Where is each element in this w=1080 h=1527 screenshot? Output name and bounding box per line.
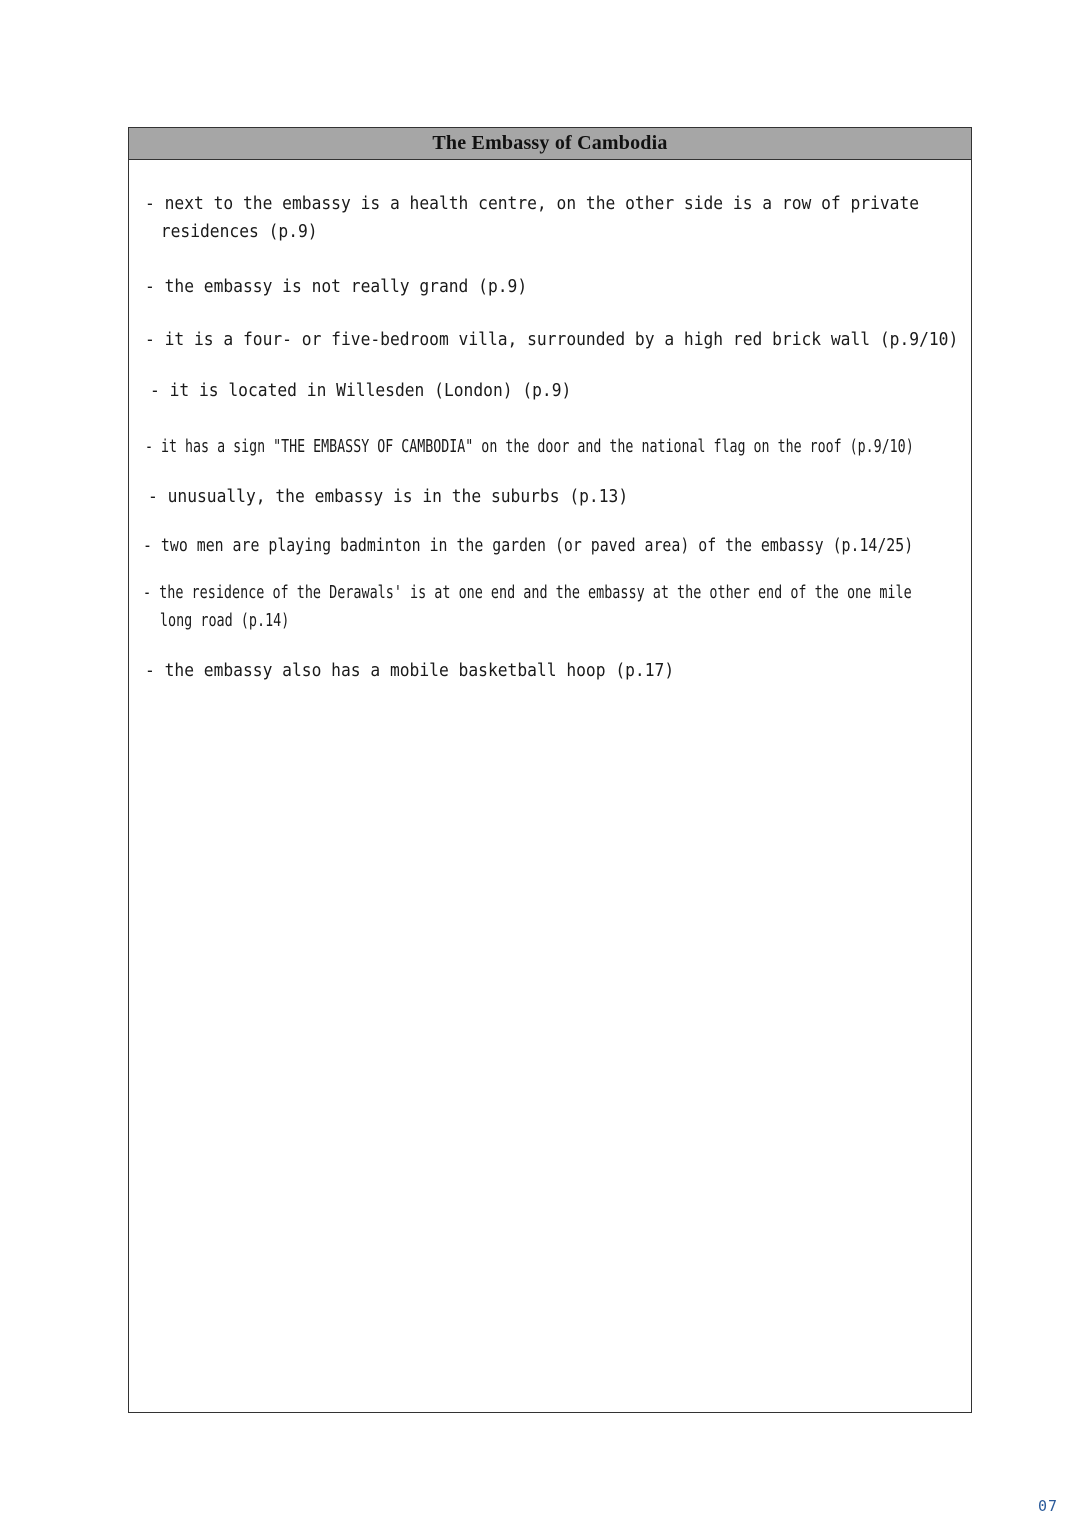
note-line-continued: residences (p.9) [160,222,318,242]
box-title: The Embassy of Cambodia [432,132,668,154]
note-line: - it is a four- or five-bedroom villa, surrounded by a high red brick wall (p.9/10) [145,330,959,350]
note-line: - the embassy also has a mobile basketball hoop (p.17) [145,661,675,681]
page-number: 07 [1037,1497,1058,1515]
note-item [145,657,674,685]
note-line: - it has a sign "THE EMBASSY OF CAMBODIA" on the door and the national flag on the roof (p.9/10) [145,437,914,457]
note-item [143,579,912,635]
note-line: - next to the embassy is a health centre, on the other side is a row of private [145,194,920,214]
note-item [145,326,958,354]
note-line: - two men are playing badminton in the garden (or paved area) of the embassy (p.14/25) [143,536,914,556]
note-line: - unusually, the embassy is in the suburbs (p.13) [148,487,629,507]
note-line: - the residence of the Derawals' is at one end and the embassy at the other end of the one mile [143,583,912,603]
note-item [145,190,919,246]
note-item [145,433,914,461]
note-item [143,532,913,560]
note-line-continued: long road (p.14) [159,611,290,631]
note-item [150,377,571,405]
notes-box-header [129,128,971,160]
note-line: - it is located in Willesden (London) (p.9) [150,381,572,401]
note-line: - the embassy is not really grand (p.9) [145,277,528,297]
note-item [145,273,527,301]
notes-box [128,127,972,1413]
note-item [148,483,628,511]
